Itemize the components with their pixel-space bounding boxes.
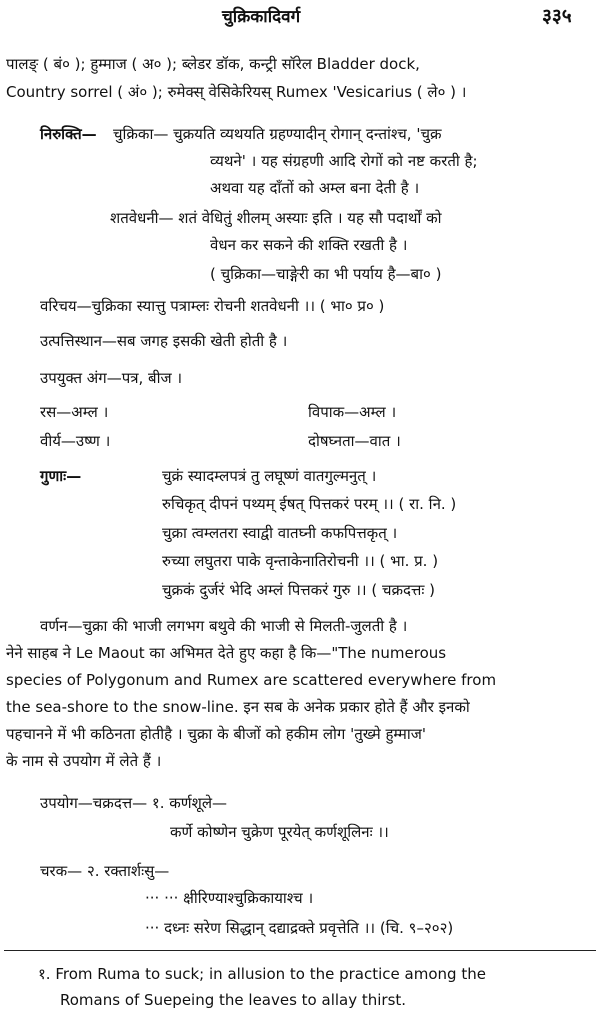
upayoga-verse: कर्णे कोष्णेन चुक्रेण पूरयेत् कर्णशूलिनः ।। bbox=[170, 823, 389, 841]
guna-heading: गुणाः— bbox=[40, 467, 82, 485]
doshaghnata-line: दोषघ्नता—वात । bbox=[308, 432, 401, 450]
rasa-line: रस—अम्ल । bbox=[40, 403, 109, 421]
guna-verse-1: चुक्रं स्यादम्लपत्रं तु लघूष्णं वातगुल्मनुत् । bbox=[162, 467, 377, 485]
guna-verse-2: रुचिकृत् दीपनं पथ्यम् ईषत् पित्तकरं परम् ।। ( रा. नि. ) bbox=[162, 495, 457, 513]
nirukti-line-3: अथवा यह दाँतों को अम्ल बना देती है । bbox=[210, 179, 420, 197]
nirukti-line-1: चुक्रिका— चुक्रयति व्यथयति ग्रहण्यादीन् रोगान् दन्तांश्च, 'चुक्र bbox=[113, 125, 442, 143]
footnote-line-1: १. From Ruma to suck; in allusion to the practice among the bbox=[38, 965, 486, 983]
page-number: ३३५ bbox=[542, 5, 572, 27]
vipaka-line: विपाक—अम्ल । bbox=[308, 403, 397, 421]
footnote-divider bbox=[4, 950, 596, 951]
guna-verse-3: चुक्रा त्वम्लतरा स्वाद्वी वातघ्नी कफपित्तकृत् । bbox=[162, 524, 398, 542]
guna-verse-4: रुच्या लघुतरा पाके वृन्ताकेनातिरोचनी ।। ( भा. प्र. ) bbox=[162, 552, 439, 570]
page-title: चुक्रिकादिवर्ग bbox=[222, 7, 301, 27]
virya-line: वीर्य—उष्ण । bbox=[40, 432, 111, 450]
nirukti-line-4: शतवेधनी— शतं वेधितुं शीलम् अस्याः इति । यह सौ पदार्थों को bbox=[110, 209, 442, 227]
charak-verse-1: ··· ··· क्षीरिण्याश्चुक्रिकायाश्च । bbox=[145, 889, 314, 907]
varnan-line-6: के नाम से उपयोग में लेते हैं । bbox=[6, 752, 162, 770]
nirukti-line-2: व्यथने' । यह संग्रहणी आदि रोगों को नष्ट करती है; bbox=[210, 152, 478, 170]
upayukta-line: उपयुक्त अंग—पत्र, बीज । bbox=[40, 369, 183, 387]
charak-verse-2: ··· दध्नः सरेण सिद्धान् दद्याद्रक्ते प्रवृत्तेति ।। (चि. ९–२०२) bbox=[145, 919, 454, 937]
utpatti-line: उत्पत्तिस्थान—सब जगह इसकी खेती होती है । bbox=[40, 332, 288, 350]
varnan-line-4: the sea-shore to the snow-line. इन सब के अनेक प्रकार होते हैं और इनको bbox=[6, 698, 470, 716]
synonyms-line-2: Country sorrel ( अं० ); रुमेक्स् वेसिकेरियस् Rumex 'Vesicarius ( ले० ) । bbox=[6, 83, 467, 101]
varnan-line-2: नेने साहब ने Le Maout का अभिमत देते हुए कहा है कि—"The numerous bbox=[6, 644, 447, 662]
upayoga-heading: उपयोग—चक्रदत्त— १. कर्णशूले— bbox=[40, 794, 227, 812]
varnan-line-1: वर्णन—चुक्रा की भाजी लगभग बथुवे की भाजी से मिलती-जुलती है । bbox=[40, 617, 408, 635]
footnote-line-2: Romans of Suepeing the leaves to allay thirst. bbox=[60, 991, 407, 1009]
synonyms-line-1: पालङ् ( बं० ); हुम्माज ( अ० ); ब्लेडर डॉक, कन्ट्री सॉरेल Bladder dock, bbox=[6, 55, 420, 73]
varnan-line-3: species of Polygonum and Rumex are scattered everywhere from bbox=[6, 671, 497, 689]
nirukti-line-6: ( चुक्रिका—चाङ्गेरी का भी पर्याय है—बा० ) bbox=[210, 265, 442, 283]
parichay-line: वरिचय—चुक्रिका स्यात्तु पत्राम्लः रोचनी शतवेधनी ।। ( भा० प्र० ) bbox=[40, 297, 385, 315]
charak-heading: चरक— २. रक्तार्शःसु— bbox=[40, 862, 170, 880]
guna-verse-5: चुक्रकं दुर्जरं भेदि अम्लं पित्तकरं गुरु ।। ( चक्रदत्तः ) bbox=[162, 581, 436, 599]
varnan-line-5: पहचानने में भी कठिनता होतीहै । चुक्रा के बीजों को हकीम लोग 'तुख्मे हुम्माज' bbox=[6, 725, 427, 743]
nirukti-line-5: वेधन कर सकने की शक्ति रखती है । bbox=[210, 236, 408, 254]
nirukti-heading: निरुक्ति— bbox=[40, 125, 97, 143]
